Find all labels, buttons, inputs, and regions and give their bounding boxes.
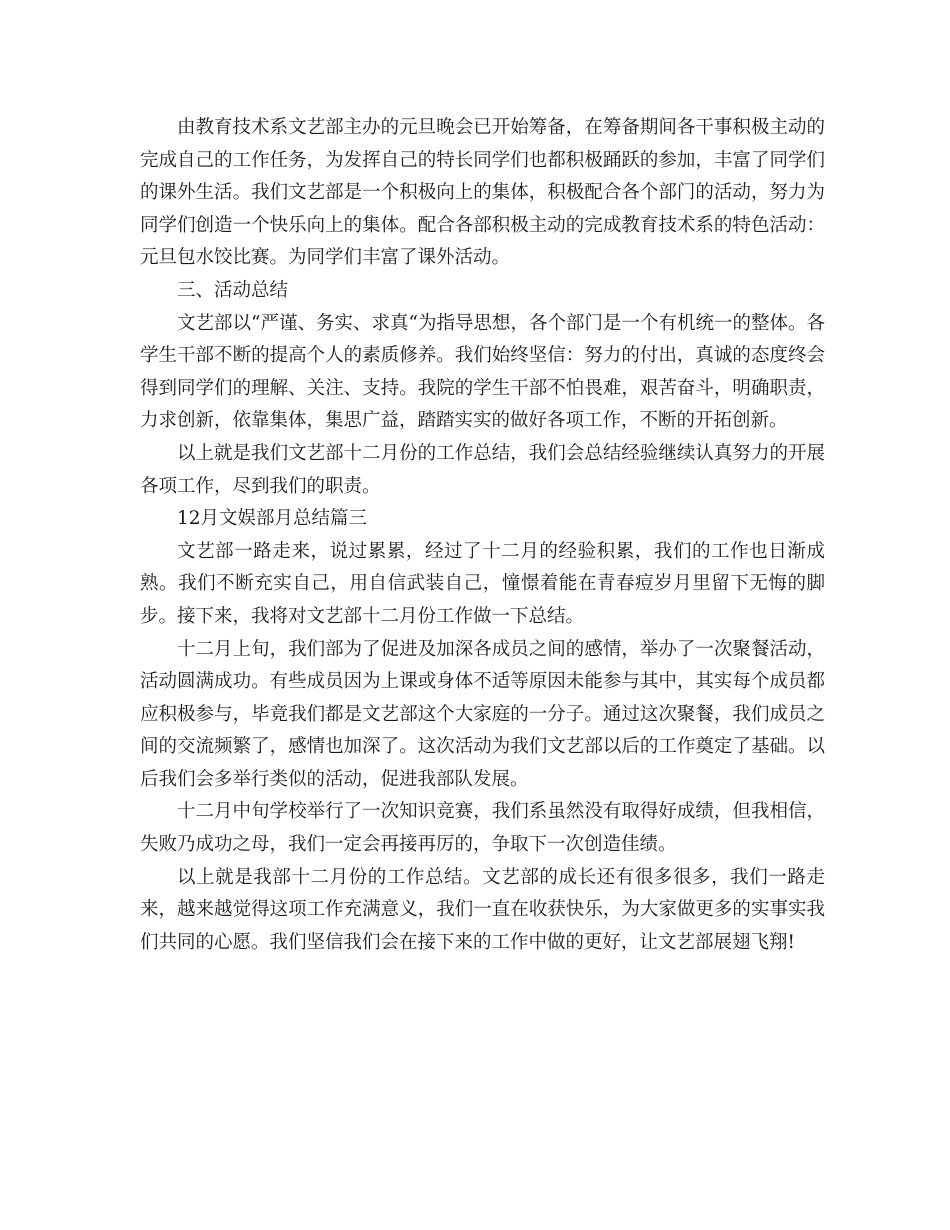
paragraph-december-summary: 以上就是我们文艺部十二月份的工作总结，我们会总结经验继续认真努力的开展各项工作，尽到我们的职责。 bbox=[140, 442, 825, 497]
document-body bbox=[140, 112, 825, 959]
paragraph-conclusion: 以上就是我部十二月份的工作总结。文艺部的成长还有很多很多，我们一路走来，越来越觉得这项工作充满意义，我们一直在收获快乐，为大家做更多的实事实我们共同的心愿。我们坚信我们会在接下来的工作中做的更好，让文艺部展翅飞翔! bbox=[140, 866, 825, 953]
paragraph-early-december: 十二月上旬，我们部为了促进及加深各成员之间的感情，举办了一次聚餐活动，活动圆满成功。有些成员因为上课或身体不适等原因未能参与其中，其实每个成员都应积极参与，毕竟我们都是文艺部这个大家庭的一分子。通过这次聚餐，我们成员之间的交流频繁了，感情也加深了。这次活动为我们文艺部以后的工作奠定了基础。以后我们会多举行类似的活动，促进我部队发展。 bbox=[140, 638, 825, 790]
paragraph-intro: 文艺部一路走来，说过累累，经过了十二月的经验积累，我们的工作也日渐成熟。我们不断充实自己，用自信武装自己，憧憬着能在青春痘岁月里留下无悔的脚步。接下来，我将对文艺部十二月份工作做一下总结。 bbox=[140, 540, 825, 627]
section-heading-summary: 三、活动总结 bbox=[177, 279, 289, 301]
paragraph-guiding-thought: 文艺部以“严谨、务实、求真“为指导思想，各个部门是一个有机统一的整体。各学生干部不断的提高个人的素质修养。我们始终坚信：努力的付出，真诚的态度终会得到同学们的理解、关注、支持。我院的学生干部不怕畏难，艰苦奋斗，明确职责，力求创新，依靠集体，集思广益，踏踏实实的做好各项工作，不断的开拓创新。 bbox=[140, 312, 825, 432]
paragraph-mid-december: 十二月中旬学校举行了一次知识竞赛，我们系虽然没有取得好成绩，但我相信，失败乃成功之母，我们一定会再接再厉的，争取下一次创造佳绩。 bbox=[140, 801, 825, 856]
paragraph-preparation: 由教育技术系文艺部主办的元旦晚会已开始筹备，在筹备期间各干事积极主动的完成自己的工作任务，为发挥自己的特长同学们也都积极踊跃的参加，丰富了同学们的课外生活。我们文艺部是一个积极向上的集体，积极配合各个部门的活动，努力为同学们创造一个快乐向上的集体。配合各部积极主动的完成教育技术系的特色活动：元旦包水饺比赛。为同学们丰富了课外活动。 bbox=[140, 117, 825, 269]
section-heading-part-three: 12月文娱部月总结篇三 bbox=[177, 508, 368, 530]
